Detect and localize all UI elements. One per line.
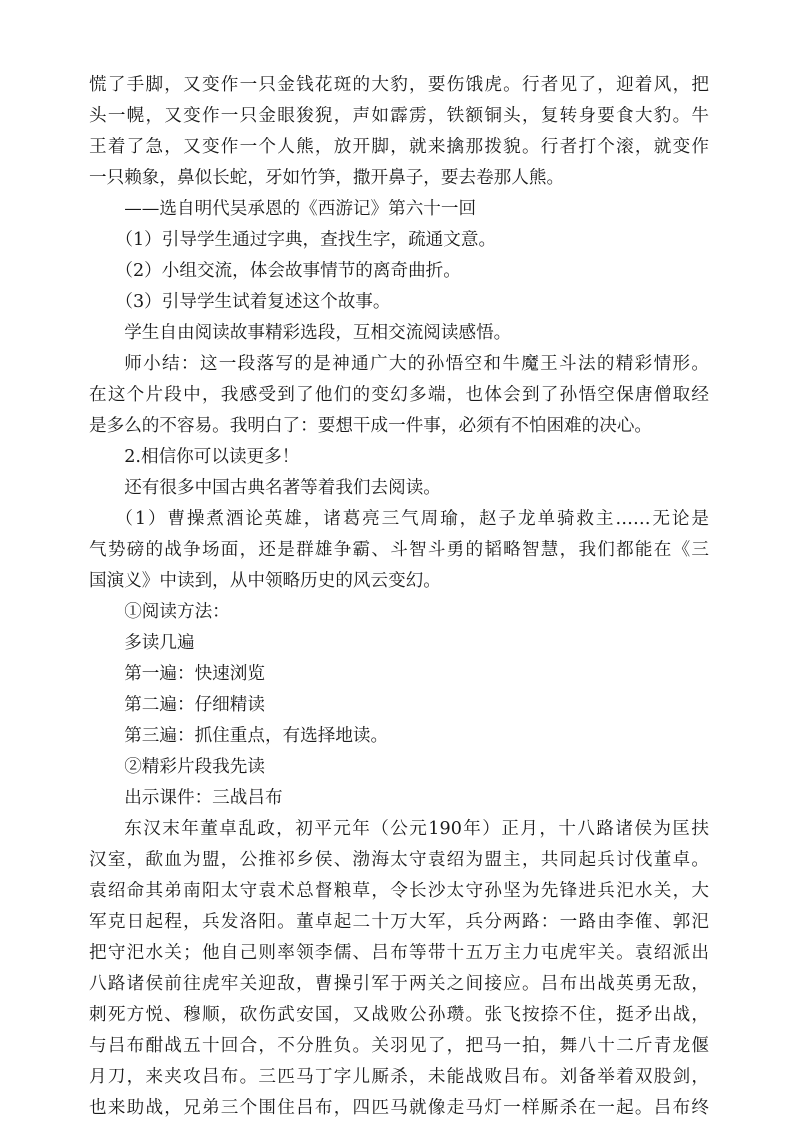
- text-line: 八路诸侯前往虎牢关迎敌，曹操引军于两关之间接应。吕布出战英勇无敌，: [89, 974, 709, 994]
- text-line: 汉室，歃血为盟，公推祁乡侯、渤海太守袁绍为盟主，共同起兵讨伐董卓。: [89, 850, 709, 870]
- reading-method-heading: ①阅读方法：: [124, 602, 230, 622]
- three-battles-paragraph: [89, 814, 709, 1124]
- text-line: 师小结：这一段落写的是神通广大的孙悟空和牛魔王斗法的精彩情形。: [124, 354, 709, 374]
- method-item: 多读几遍: [124, 633, 195, 653]
- text-line: 王着了急，又变作一个人熊，放开脚，就来擒那拨貌。行者打个滚，就变作: [89, 137, 709, 157]
- text-line: 是多么的不容易。我明白了：要想干成一件事，必须有不怕困难的决心。: [89, 416, 653, 436]
- text-line: 慌了手脚，又变作一只金钱花斑的大豹，要伤饿虎。行者见了，迎着风，把: [89, 75, 709, 95]
- method-item: 第一遍：快速浏览: [124, 664, 265, 684]
- story-excerpt-paragraph: [89, 70, 709, 194]
- section-heading: 2.相信你可以读更多！: [124, 447, 300, 467]
- text-line: 头一幌，又变作一只金眼狻猊，声如霹雳，铁额铜头，复转身要食大豹。牛: [89, 106, 709, 126]
- text-line: 袁绍命其弟南阳太守袁术总督粮草，令长沙太守孙坚为先锋进兵汜水关，大: [89, 881, 709, 901]
- text-line: 与吕布酣战五十回合，不分胜负。关羽见了，把马一拍，舞八十二斤青龙偃: [89, 1036, 709, 1056]
- three-kingdoms-intro-paragraph: [89, 504, 709, 597]
- text-line: 军克日起程，兵发洛阳。董卓起二十万大军，兵分两路：一路由李傕、郭汜: [89, 912, 709, 932]
- method-item: 第二遍：仔细精读: [124, 695, 265, 715]
- text-line: 气势磅的战争场面，还是群雄争霸、斗智斗勇的韬略智慧，我们都能在《三: [89, 540, 709, 560]
- courseware-label: 出示课件：三战吕布: [124, 788, 283, 808]
- text-line: 东汉末年董卓乱政，初平元年（公元190年）正月，十八路诸侯为匡扶: [124, 819, 709, 839]
- text-line: 也来助战，兄弟三个围住吕布，四匹马就像走马灯一样厮杀在一起。吕布终: [89, 1098, 709, 1118]
- method-item: 第三遍：抓住重点，有选择地读。: [124, 726, 389, 746]
- text-line: 国演义》中读到，从中领略历史的风云变幻。: [89, 571, 441, 591]
- teacher-summary-paragraph: [89, 349, 709, 442]
- classics-intro-paragraph: 还有很多中国古典名著等着我们去阅读。: [124, 478, 441, 498]
- highlight-heading: ②精彩片段我先读: [124, 757, 265, 777]
- text-line: （1）曹操煮酒论英雄，诸葛亮三气周瑜，赵子龙单骑救主……无论是: [115, 509, 709, 529]
- step-item: （1）引导学生通过字典，查找生字，疏通文意。: [115, 230, 497, 250]
- source-citation: ——选自明代吴承恩的《西游记》第六十一回: [124, 199, 477, 219]
- text-line: 刺死方悦、穆顺，砍伤武安国，又战败公孙瓒。张飞按捺不住，挺矛出战，: [89, 1005, 709, 1025]
- text-line: 一只赖象，鼻似长蛇，牙如竹笋，撒开鼻子，要去卷那人熊。: [89, 168, 565, 188]
- text-line: 在这个片段中，我感受到了他们的变幻多端，也体会到了孙悟空保唐僧取经: [89, 385, 709, 405]
- step-item: （2）小组交流，体会故事情节的离奇曲折。: [115, 261, 461, 281]
- text-line: 把守汜水关；他自己则率领李儒、吕布等带十五万主力屯虎牢关。袁绍派出: [89, 943, 709, 963]
- text-line: 月刀，来夹攻吕布。三匹马丁字儿厮杀，未能战败吕布。刘备举着双股剑，: [89, 1067, 709, 1087]
- document-body: [89, 70, 709, 1124]
- step-item: （3）引导学生试着复述这个故事。: [115, 292, 391, 312]
- student-reading-paragraph: 学生自由阅读故事精彩选段，互相交流阅读感悟。: [124, 323, 512, 343]
